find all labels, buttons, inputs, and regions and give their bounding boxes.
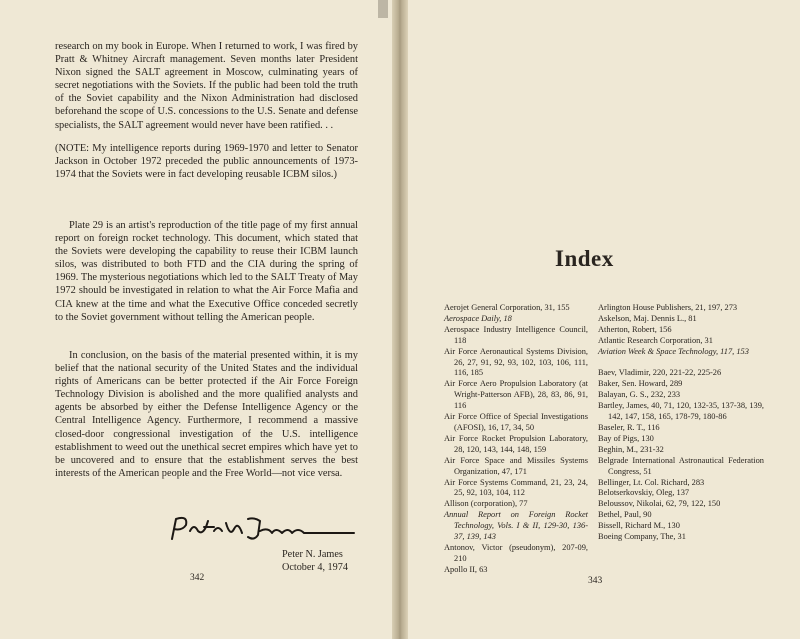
index-entry: Aerojet General Corporation, 31, 155 [444, 303, 570, 312]
body-paragraph [55, 219, 358, 324]
handwritten-signature [168, 513, 358, 543]
page-number: 343 [588, 576, 603, 586]
body-paragraph [55, 40, 358, 132]
index-entry: Bissell, Richard M., 130 [598, 521, 680, 531]
index-entry: Atherton, Robert, 156 [598, 324, 672, 334]
index-entry: Allison (corporation), 77 [444, 499, 528, 509]
index-entry: Bethel, Paul, 90 [598, 510, 652, 520]
index-entry: Bay of Pigs, 130 [598, 433, 654, 443]
index-entry: Balayan, G. S., 232, 233 [598, 390, 681, 400]
index-entry: Antonov, Victor (pseudonym), 207-09, 210 [444, 542, 588, 563]
paragraph-text: Plate 29 is an artist's reproduction of the title page of my first annual report on foreign rocket technology. This document, which stated that the Soviets were developing the capability to reuse their ICBM launch silos, was distributed to both FTD and the CIA during the spring of 1969. The mysterious negotiations which led to the SALT Treaty of May 1972 should be investigated in relation to what the Air Force Mafia and CIA knew at the time and what the Executive Office conceded secretly to the Soviet government without telling the American people. [55, 220, 358, 323]
index-entry: Belotserkovskiy, Oleg, 137 [598, 488, 690, 498]
paragraph-text: research on my book in Europe. When I returned to work, I was fired by Pratt & Whitney Aircraft management. Seven months later President Nixon signed the SALT agreement in Moscow, culminating years of secret negotiations with the Soviets. If the public had been told the truth of the Soviet capability and the Nixon Administration had disclosed beforehand the scope of U.S. concessions to the U.S. Senate and defense specialists, the SALT agreement would never have been ratified. . . [55, 41, 358, 131]
index-heading: Index [555, 246, 614, 271]
index-entry: Belgrade International Astronautical Federation Congress, 51 [598, 455, 764, 476]
index-entry: Air Force Office of Special Investigations (AFOSI), 16, 17, 34, 50 [444, 412, 588, 432]
index-entry: Bartley, James, 40, 71, 120, 132-35, 137-38, 139, 142, 147, 158, 165, 178-79, 180-86 [598, 401, 764, 422]
index-entry: Aviation Week & Space Technology, 117, 153 [598, 346, 749, 356]
index-entry: Aerospace Daily, 18 [444, 313, 512, 323]
index-entry: Boeing Company, The, 31 [598, 532, 686, 542]
index-entry: Apollo II, 63 [444, 564, 488, 574]
signer-name: Peter N. James [282, 549, 343, 560]
index-entry: Baseler, R. T., 116 [598, 422, 660, 432]
index-entry: Air Force Aeronautical Systems Division, 26, 27, 91, 92, 93, 102, 103, 106, 111, 116, 185 [444, 346, 588, 378]
index-entry: Atlantic Research Corporation, 31 [598, 335, 713, 345]
body-paragraph [55, 349, 358, 480]
index-entry: Bellinger, Lt. Col. Richard, 283 [598, 477, 705, 487]
paragraph-text: (NOTE: My intelligence reports during 1969-1970 and letter to Senator Jackson in October 1972 preceded the public announcements of 1973-1974 that the Soviets were in fact developing reusable ICBM silos.) [55, 143, 358, 181]
index-column-2 [598, 303, 764, 543]
index-entry: Arlington House Publishers, 21, 197, 273 [598, 303, 738, 312]
signer-date: October 4, 1974 [282, 562, 348, 573]
index-entry: Baker, Sen. Howard, 289 [598, 379, 683, 389]
note-paragraph [55, 142, 358, 181]
index-entry: Beghin, M., 231-32 [598, 444, 664, 454]
index-entry: Air Force Rocket Propulsion Laboratory, 28, 120, 143, 144, 148, 159 [444, 433, 588, 454]
index-entry: Baev, Vladimir, 220, 221-22, 225-26 [598, 368, 722, 378]
binding-mark [378, 0, 388, 18]
index-entry: Aerospace Industry Intelligence Council, 118 [444, 324, 588, 345]
index-entry: Beloussov, Nikolai, 62, 79, 122, 150 [598, 499, 721, 509]
index-entry: Air Force Aero Propulsion Laboratory (at Wright-Patterson AFB), 28, 83, 86, 91, 116 [444, 379, 588, 411]
index-entry: Annual Report on Foreign Rocket Technology, Vols. I & II, 129-30, 136-37, 139, 143 [444, 510, 588, 542]
page-number: 342 [190, 573, 205, 583]
signature-block [282, 548, 348, 574]
index-entry: Air Force Systems Command, 21, 23, 24, 25, 92, 103, 104, 112 [444, 477, 588, 498]
index-entry: Air Force Space and Missiles Systems Organization, 47, 171 [444, 455, 588, 476]
index-column-1 [444, 303, 588, 576]
paragraph-text: In conclusion, on the basis of the material presented within, it is my belief that the national security of the United States and the individual rights of Americans can be better protected if the Air Force Foreign Technology Division is abolished and the more qualified analysts and agents be absorbed by either the Defense Intelligence Agency or the Central Intelligence Agency. Furthermore, I recommend a massive closed-door congressional investigation of the U.S. intelligence establishment to weed out the unethical secret empires which have yet to be uncovered and to ensure that the establishment serves the best interests of the American people and the Free World—not vice versa. [55, 350, 358, 479]
left-page [0, 0, 392, 639]
index-spacer [598, 358, 764, 369]
index-entry: Askelson, Maj. Dennis L., 81 [598, 313, 697, 323]
book-gutter [392, 0, 408, 639]
